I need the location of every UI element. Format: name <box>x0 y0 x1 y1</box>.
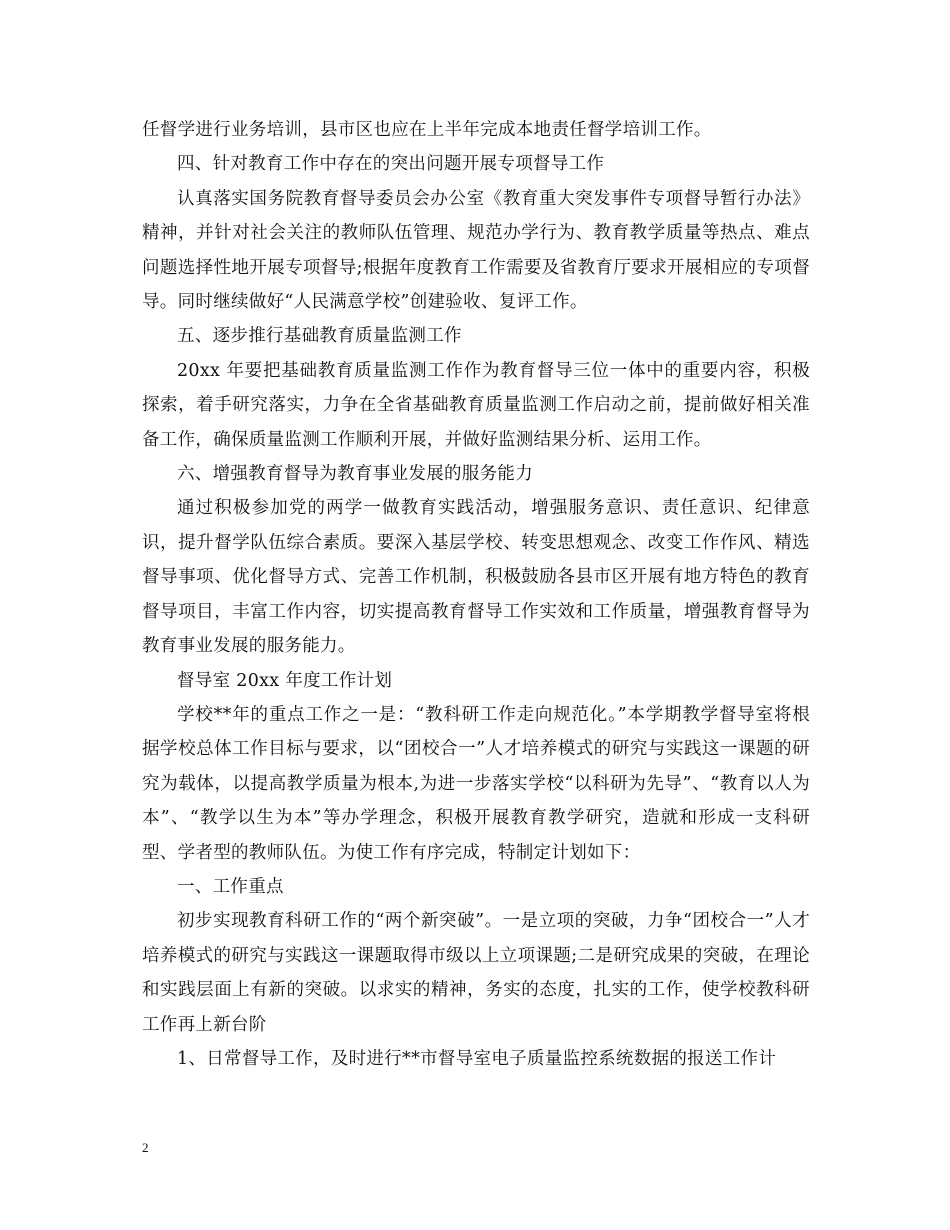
section-heading-5: 五、逐步推行基础教育质量监测工作 <box>177 326 462 347</box>
paragraph: 通过积极参加党的两学一做教育实践活动，增强服务意识、责任意识、纪律意识，提升督学队伍综合素质。要深入基层学校、转变思想观念、改变工作作风、精选督导事项、优化督导方式、完善工作机制，积极鼓励各县市区开展有地方特色的教育督导项目，丰富工作内容，切实提高教育督导工作实效和工作质量，增强教育督导为教育事业发展的服务能力。 <box>142 498 810 657</box>
paragraph: 初步实现教育科研工作的“两个新突破”。一是立项的突破，力争“团校合一”人才培养模式的研究与实践这一课题取得市级以上立项课题;二是研究成果的突破，在理论和实践层面上有新的突破。以求实的精神，务实的态度，扎实的工作，使学校教科研工作再上新台阶 <box>142 911 810 1035</box>
paragraph: 20xx 年要把基础教育质量监测工作作为教育督导三位一体中的重要内容，积极探索，着手研究落实，力争在全省基础教育质量监测工作启动之前，提前做好相关准备工作，确保质量监测工作顺利开展，并做好监测结果分析、运用工作。 <box>142 360 810 450</box>
section-heading-1: 一、工作重点 <box>177 876 284 897</box>
document-subtitle: 督导室 20xx 年度工作计划 <box>177 670 393 691</box>
document-body <box>142 113 810 1076</box>
section-heading-6: 六、增强教育督导为教育事业发展的服务能力 <box>177 464 533 485</box>
paragraph-continuation: 任督学进行业务培训，县市区也应在上半年完成本地责任督学培训工作。 <box>142 120 712 140</box>
paragraph: 1、日常督导工作，及时进行**市督导室电子质量监控系统数据的报送工作计 <box>177 1048 777 1069</box>
page-number: 2 <box>142 1140 149 1155</box>
section-heading-4: 四、针对教育工作中存在的突出问题开展专项督导工作 <box>177 154 605 175</box>
paragraph: 认真落实国务院教育督导委员会办公室《教育重大突发事件专项督导暂行办法》精神，并针对社会关注的教师队伍管理、规范办学行为、教育教学质量等热点、难点问题选择性地开展专项督导;根据年度教育工作需要及省教育厅要求开展相应的专项督导。同时继续做好“人民满意学校”创建验收、复评工作。 <box>142 188 810 313</box>
paragraph: 学校**年的重点工作之一是：“教科研工作走向规范化。”本学期教学督导室将根据学校总体工作目标与要求，以“团校合一”人才培养模式的研究与实践这一课题的研究为载体，以提高教学质量为根本,为进一步落实学校“以科研为先导”、“教育以人为本”、“教学以生为本”等办学理念，积极开展教育教学研究，造就和形成一支科研型、学者型的教师队伍。为使工作有序完成，特制定计划如下： <box>142 704 810 863</box>
